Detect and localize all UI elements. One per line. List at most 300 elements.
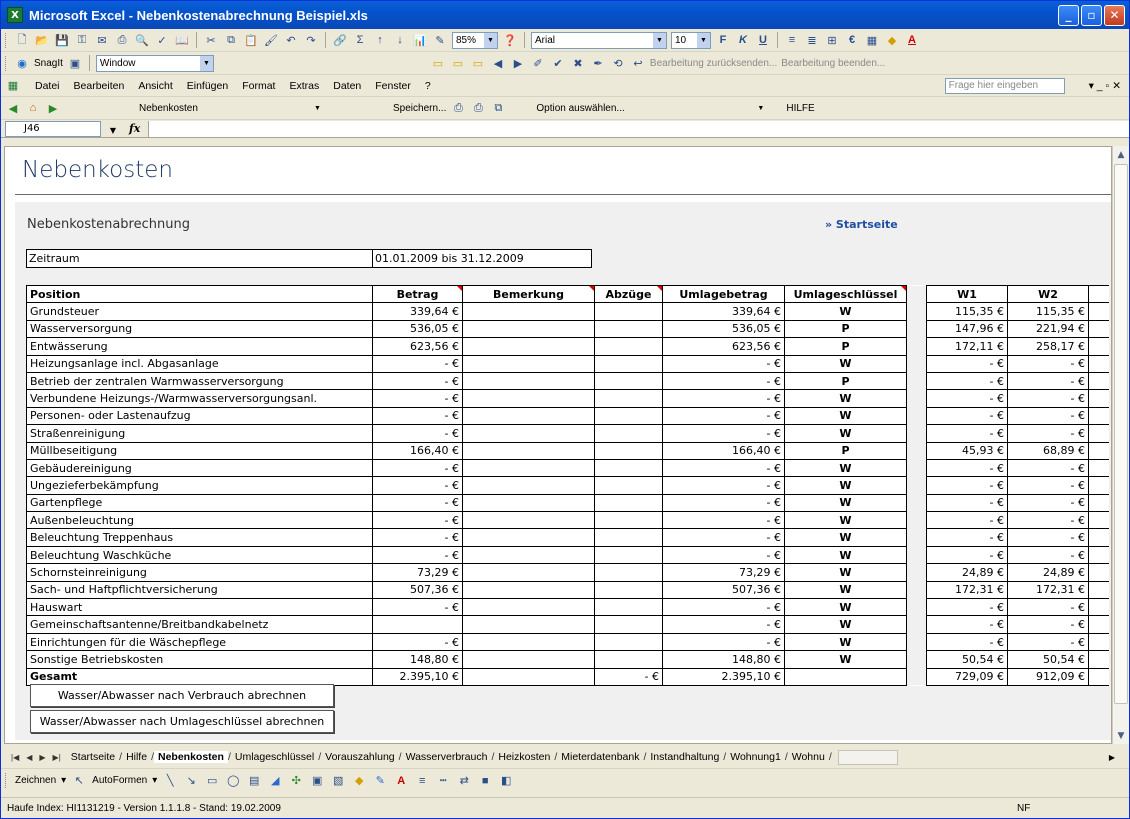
redo-icon[interactable]: ↷	[306, 34, 316, 47]
cell-abzuege[interactable]	[595, 651, 663, 668]
menu-extras[interactable]: Extras	[289, 79, 320, 92]
cell-umlagebetrag[interactable]: 73,29 €	[663, 564, 785, 581]
cell-umlagebetrag[interactable]: 166,40 €	[663, 442, 785, 459]
cell-betrag[interactable]: - €	[373, 529, 463, 546]
cell-abzuege[interactable]	[595, 529, 663, 546]
comment-indicator[interactable]	[901, 286, 906, 291]
cell-umlageschluessel[interactable]: W	[785, 599, 907, 616]
verbrauch-abrechnen-button[interactable]: Wasser/Abwasser nach Verbrauch abrechnen	[30, 684, 334, 707]
cell-betrag[interactable]: - €	[373, 599, 463, 616]
wordart-icon[interactable]: ◢	[271, 775, 280, 787]
line-icon[interactable]: ╲	[166, 775, 174, 787]
cell-w3-partial[interactable]	[1089, 668, 1109, 685]
copy-icon[interactable]: ⧉	[494, 101, 503, 114]
cell-bemerkung[interactable]	[463, 581, 595, 598]
workbook-icon[interactable]: ▦	[7, 80, 19, 92]
email-icon[interactable]: ✉	[97, 34, 107, 47]
print-icon[interactable]: ⎙	[117, 33, 127, 46]
picture-icon[interactable]: ▧	[333, 775, 344, 787]
cell-position[interactable]: Außenbeleuchtung	[27, 512, 373, 529]
cell-betrag[interactable]: - €	[373, 390, 463, 407]
help-button[interactable]: HILFE	[786, 102, 815, 114]
cell-bemerkung[interactable]	[463, 459, 595, 476]
cell-umlagebetrag[interactable]: 536,05 €	[663, 320, 785, 337]
cell-position[interactable]: Personen- oder Lastenaufzug	[27, 407, 373, 424]
capture-icon[interactable]: ▣	[69, 57, 81, 70]
track-changes-icon[interactable]: ✐	[533, 57, 543, 70]
review-cycle-icon[interactable]: ⟲	[613, 57, 623, 70]
cell-bemerkung[interactable]	[463, 442, 595, 459]
next-tab-icon[interactable]: ▶	[39, 752, 46, 762]
comment-indicator[interactable]	[457, 286, 462, 291]
scroll-up-icon[interactable]: ▲	[1117, 149, 1125, 160]
permission-icon[interactable]: ⚿	[77, 33, 87, 46]
cell-betrag[interactable]: - €	[373, 512, 463, 529]
toolbar-grip[interactable]	[5, 773, 8, 788]
cell-bemerkung[interactable]	[463, 651, 595, 668]
cell-w3-partial[interactable]	[1089, 425, 1109, 442]
cell-bemerkung[interactable]	[463, 355, 595, 372]
font-color-icon[interactable]: A	[397, 774, 406, 787]
cell-umlagebetrag[interactable]: 339,64 €	[663, 303, 785, 320]
first-tab-icon[interactable]: |◀	[11, 752, 20, 762]
umlageschluessel-abrechnen-button[interactable]: Wasser/Abwasser nach Umlageschlüssel abrechnen	[30, 710, 334, 733]
borders-icon[interactable]: ▦	[866, 34, 878, 47]
cell-w3-partial[interactable]	[1089, 372, 1109, 389]
cell-w1[interactable]: - €	[927, 599, 1008, 616]
cell-w2[interactable]: - €	[1008, 390, 1089, 407]
cell-umlagebetrag[interactable]: - €	[663, 529, 785, 546]
cell-abzuege[interactable]	[595, 372, 663, 389]
cell-betrag[interactable]: - €	[373, 407, 463, 424]
cell-umlagebetrag[interactable]: - €	[663, 616, 785, 633]
arrow-icon[interactable]: ↘	[186, 775, 196, 787]
cell-betrag[interactable]: - €	[373, 355, 463, 372]
cell-w1[interactable]: - €	[927, 633, 1008, 650]
chart-wizard-icon[interactable]: 📊	[413, 34, 427, 47]
cell-bemerkung[interactable]	[463, 390, 595, 407]
sort-asc-icon[interactable]: ↑	[377, 34, 383, 46]
zoom-select[interactable]	[452, 32, 498, 49]
cell-position[interactable]: Ungezieferbekämpfung	[27, 477, 373, 494]
scroll-down-icon[interactable]: ▼	[1117, 730, 1125, 741]
autoformen-menu[interactable]: AutoFormen	[92, 775, 148, 786]
function-icon[interactable]: fx	[129, 122, 141, 135]
cut-icon[interactable]: ✂	[206, 34, 216, 47]
horizontal-scrollbar[interactable]	[838, 750, 898, 765]
cell-betrag[interactable]: 507,36 €	[373, 581, 463, 598]
bold-button[interactable]: F	[719, 34, 727, 46]
cell-position[interactable]: Betrieb der zentralen Warmwasserversorgung	[27, 372, 373, 389]
total-label[interactable]: Gesamt	[27, 668, 373, 685]
cell-w3-partial[interactable]	[1089, 633, 1109, 650]
cell-abzuege[interactable]	[595, 390, 663, 407]
cell-w1[interactable]: - €	[927, 355, 1008, 372]
cell-position[interactable]: Gemeinschaftsantenne/Breitbandkabelnetz	[27, 616, 373, 633]
cell-w1[interactable]: - €	[927, 425, 1008, 442]
cell-w1[interactable]: 45,93 €	[927, 442, 1008, 459]
comment-icon[interactable]: ▭	[432, 57, 444, 70]
cell-w2[interactable]: - €	[1008, 425, 1089, 442]
cell-w2[interactable]: - €	[1008, 599, 1089, 616]
align-left-icon[interactable]: ≡	[788, 34, 796, 46]
capture-mode-select[interactable]	[96, 55, 214, 72]
scroll-right-icon[interactable]: ▶	[1108, 752, 1115, 762]
cell-abzuege[interactable]	[595, 494, 663, 511]
save-icon[interactable]: 💾	[55, 34, 69, 47]
name-box[interactable]	[5, 121, 116, 137]
last-tab-icon[interactable]: ▶|	[52, 752, 61, 762]
paste-icon[interactable]: 📋	[244, 34, 258, 47]
chevron-down-icon[interactable]: ▼	[109, 125, 116, 135]
cell-betrag[interactable]: - €	[373, 459, 463, 476]
cell-umlageschluessel[interactable]: P	[785, 338, 907, 355]
total-umlageschluessel[interactable]	[785, 668, 907, 685]
sheet-tab[interactable]: Mieterdatenbank	[561, 751, 640, 763]
cell-abzuege[interactable]	[595, 442, 663, 459]
hyperlink-icon[interactable]: 🔗	[333, 34, 347, 47]
cell-abzuege[interactable]	[595, 512, 663, 529]
sheet-tab[interactable]: Hilfe	[126, 751, 148, 763]
sheet-tab[interactable]: Wohnu	[791, 751, 825, 763]
cell-w1[interactable]: - €	[927, 390, 1008, 407]
total-umlagebetrag[interactable]: 2.395,10 €	[663, 668, 785, 685]
cell-betrag[interactable]: - €	[373, 477, 463, 494]
sheet-tab[interactable]: Instandhaltung	[650, 751, 720, 763]
cell-bemerkung[interactable]	[463, 546, 595, 563]
format-painter-icon[interactable]: 🖌	[264, 34, 278, 47]
total-w1[interactable]: 729,09 €	[927, 668, 1008, 685]
cell-position[interactable]: Beleuchtung Treppenhaus	[27, 529, 373, 546]
cell-abzuege[interactable]	[595, 303, 663, 320]
total-bemerkung[interactable]	[463, 668, 595, 685]
chevron-down-icon[interactable]: ▾	[61, 775, 67, 786]
dash-style-icon[interactable]: ┅	[439, 775, 447, 787]
cell-betrag[interactable]: 536,05 €	[373, 320, 463, 337]
cell-w2[interactable]: - €	[1008, 477, 1089, 494]
cell-bemerkung[interactable]	[463, 529, 595, 546]
cell-abzuege[interactable]	[595, 633, 663, 650]
cell-w3-partial[interactable]	[1089, 512, 1109, 529]
cell-abzuege[interactable]	[595, 599, 663, 616]
cell-position[interactable]: Schornsteinreinigung	[27, 564, 373, 581]
total-abzuege[interactable]: - €	[595, 668, 663, 685]
print-preview-icon[interactable]: 🔍	[135, 34, 149, 47]
textbox-icon[interactable]: ▤	[249, 775, 260, 787]
ink-icon[interactable]: ✒	[593, 57, 603, 70]
cell-bemerkung[interactable]	[463, 425, 595, 442]
cell-umlageschluessel[interactable]: W	[785, 425, 907, 442]
open-icon[interactable]: 📂	[35, 34, 49, 47]
toolbar-grip[interactable]	[5, 33, 8, 48]
font-size-select[interactable]	[671, 32, 711, 49]
cell-w2[interactable]: - €	[1008, 407, 1089, 424]
menu-bearbeiten[interactable]: Bearbeiten	[73, 79, 125, 92]
cell-abzuege[interactable]	[595, 320, 663, 337]
cell-abzuege[interactable]	[595, 616, 663, 633]
cell-w1[interactable]: - €	[927, 512, 1008, 529]
cell-w1[interactable]: - €	[927, 477, 1008, 494]
cell-umlageschluessel[interactable]: P	[785, 320, 907, 337]
accept-icon[interactable]: ✔	[553, 57, 563, 70]
cell-w2[interactable]: 24,89 €	[1008, 564, 1089, 581]
menu-daten[interactable]: Daten	[333, 79, 362, 92]
spelling-icon[interactable]: ✓	[157, 34, 167, 47]
cell-w1[interactable]: 50,54 €	[927, 651, 1008, 668]
cell-position[interactable]: Gartenpflege	[27, 494, 373, 511]
fill-color-icon[interactable]: ◆	[355, 775, 364, 787]
sheet-tab[interactable]: Wasserverbrauch	[405, 751, 488, 763]
cell-w2[interactable]: - €	[1008, 546, 1089, 563]
cell-position[interactable]: Grundsteuer	[27, 303, 373, 320]
cell-umlageschluessel[interactable]: W	[785, 407, 907, 424]
cell-position[interactable]: Entwässerung	[27, 338, 373, 355]
cell-umlagebetrag[interactable]: 148,80 €	[663, 651, 785, 668]
undo-icon[interactable]: ↶	[286, 34, 296, 47]
cell-abzuege[interactable]	[595, 546, 663, 563]
cell-position[interactable]: Einrichtungen für die Wäschepflege	[27, 633, 373, 650]
cell-bemerkung[interactable]	[463, 564, 595, 581]
cell-w1[interactable]: - €	[927, 616, 1008, 633]
cell-bemerkung[interactable]	[463, 512, 595, 529]
cell-w2[interactable]: - €	[1008, 512, 1089, 529]
print-icon[interactable]: ⎙	[453, 101, 463, 114]
menu-ansicht[interactable]: Ansicht	[138, 79, 173, 92]
cell-umlagebetrag[interactable]: - €	[663, 372, 785, 389]
cell-bemerkung[interactable]	[463, 477, 595, 494]
cell-bemerkung[interactable]	[463, 494, 595, 511]
cell-umlageschluessel[interactable]: W	[785, 633, 907, 650]
cell-w1[interactable]: 24,89 €	[927, 564, 1008, 581]
cell-w3-partial[interactable]	[1089, 616, 1109, 633]
ask-question-input[interactable]: Frage hier eingeben	[945, 78, 1065, 94]
vertical-scrollbar[interactable]	[1112, 146, 1129, 744]
sort-desc-icon[interactable]: ↓	[397, 34, 403, 46]
line-color-icon[interactable]: ✎	[375, 775, 385, 787]
cell-umlageschluessel[interactable]: W	[785, 564, 907, 581]
cell-umlagebetrag[interactable]: - €	[663, 546, 785, 563]
zeichnen-menu[interactable]: Zeichnen	[15, 775, 57, 786]
total-w2[interactable]: 912,09 €	[1008, 668, 1089, 685]
drawing-icon[interactable]: ✎	[435, 34, 445, 47]
rectangle-icon[interactable]: ▭	[207, 775, 218, 787]
option-select[interactable]	[532, 100, 768, 117]
cell-abzuege[interactable]	[595, 425, 663, 442]
prev-tab-icon[interactable]: ◀	[26, 752, 33, 762]
cell-abzuege[interactable]	[595, 564, 663, 581]
cell-w2[interactable]: - €	[1008, 459, 1089, 476]
cell-position[interactable]: Gebäudereinigung	[27, 459, 373, 476]
3d-icon[interactable]: ◧	[501, 775, 512, 787]
cell-betrag[interactable]	[373, 616, 463, 633]
cell-w2[interactable]: 221,94 €	[1008, 320, 1089, 337]
help-icon[interactable]: ❓	[503, 34, 517, 47]
research-icon[interactable]: 📖	[175, 34, 189, 47]
cell-betrag[interactable]: 166,40 €	[373, 442, 463, 459]
reply-icon[interactable]: ↩	[633, 57, 643, 70]
currency-button[interactable]: €	[848, 34, 856, 46]
copy-icon[interactable]: ⧉	[227, 33, 235, 46]
close-button[interactable]: ✕	[1104, 5, 1125, 26]
menu-format[interactable]: Format	[242, 79, 276, 92]
line-style-icon[interactable]: ≡	[419, 774, 426, 787]
cell-w1[interactable]: - €	[927, 546, 1008, 563]
cell-w3-partial[interactable]	[1089, 407, 1109, 424]
next-comment-icon[interactable]: ▶	[513, 57, 523, 70]
cell-bemerkung[interactable]	[463, 599, 595, 616]
comment-indicator[interactable]	[657, 286, 662, 291]
cell-position[interactable]: Sonstige Betriebskosten	[27, 651, 373, 668]
align-center-icon[interactable]: ≣	[807, 34, 817, 47]
zeitraum-value[interactable]: 01.01.2009 bis 31.12.2009	[375, 252, 524, 265]
cell-betrag[interactable]: 148,80 €	[373, 651, 463, 668]
menu-datei[interactable]: Datei	[35, 79, 60, 92]
cell-w3-partial[interactable]	[1089, 651, 1109, 668]
cell-w1[interactable]: 172,11 €	[927, 338, 1008, 355]
cell-w2[interactable]: - €	[1008, 494, 1089, 511]
formula-input[interactable]	[148, 121, 1129, 137]
cell-w3-partial[interactable]	[1089, 494, 1109, 511]
cell-w2[interactable]: 115,35 €	[1008, 303, 1089, 320]
menu-einfuegen[interactable]: Einfügen	[186, 79, 229, 92]
save-menu-button[interactable]: Speichern...	[393, 102, 447, 114]
cell-umlagebetrag[interactable]: - €	[663, 355, 785, 372]
cell-w1[interactable]: 115,35 €	[927, 303, 1008, 320]
cell-w3-partial[interactable]	[1089, 442, 1109, 459]
cell-umlageschluessel[interactable]: W	[785, 390, 907, 407]
cell-umlagebetrag[interactable]: 623,56 €	[663, 338, 785, 355]
toolbar-grip[interactable]	[5, 56, 8, 71]
end-review-button[interactable]: Bearbeitung beenden...	[781, 57, 886, 69]
cell-position[interactable]: Beleuchtung Waschküche	[27, 546, 373, 563]
cell-umlageschluessel[interactable]: W	[785, 546, 907, 563]
excel-app-icon[interactable]: X	[7, 7, 23, 23]
cell-bemerkung[interactable]	[463, 407, 595, 424]
autosum-icon[interactable]: Σ	[356, 34, 364, 46]
prev-comment-icon[interactable]: ◀	[493, 57, 503, 70]
menu-fenster[interactable]: Fenster	[375, 79, 411, 92]
cell-w2[interactable]: 50,54 €	[1008, 651, 1089, 668]
font-select[interactable]	[531, 32, 667, 49]
cell-w3-partial[interactable]	[1089, 355, 1109, 372]
cell-w3-partial[interactable]	[1089, 546, 1109, 563]
cell-w3-partial[interactable]	[1089, 390, 1109, 407]
cell-abzuege[interactable]	[595, 407, 663, 424]
cell-umlageschluessel[interactable]: W	[785, 581, 907, 598]
cell-w3-partial[interactable]	[1089, 581, 1109, 598]
snagit-icon[interactable]: ◉	[17, 57, 27, 70]
cell-position[interactable]: Hauswart	[27, 599, 373, 616]
cell-betrag[interactable]: - €	[373, 372, 463, 389]
sheet-tab[interactable]: Wohnung1	[730, 751, 781, 763]
window-controls[interactable]: ▾ _ ▫ ✕	[1088, 79, 1121, 92]
cell-w1[interactable]: - €	[927, 459, 1008, 476]
cell-abzuege[interactable]	[595, 477, 663, 494]
cell-umlageschluessel[interactable]: W	[785, 529, 907, 546]
cell-position[interactable]: Straßenreinigung	[27, 425, 373, 442]
cell-w3-partial[interactable]	[1089, 338, 1109, 355]
oval-icon[interactable]: ◯	[227, 775, 240, 787]
cell-bemerkung[interactable]	[463, 633, 595, 650]
scroll-thumb[interactable]	[1114, 164, 1128, 704]
cell-w3-partial[interactable]	[1089, 303, 1109, 320]
cell-w2[interactable]: 258,17 €	[1008, 338, 1089, 355]
cell-w3-partial[interactable]	[1089, 564, 1109, 581]
cell-umlagebetrag[interactable]: - €	[663, 494, 785, 511]
font-color-icon[interactable]: A	[908, 34, 916, 46]
startseite-link[interactable]: » Startseite	[825, 218, 898, 231]
cell-betrag[interactable]: - €	[373, 494, 463, 511]
cell-betrag[interactable]: 623,56 €	[373, 338, 463, 355]
cell-abzuege[interactable]	[595, 459, 663, 476]
cell-betrag[interactable]: - €	[373, 633, 463, 650]
cell-position[interactable]: Verbundene Heizungs-/Warmwasserversorgungsanl.	[27, 390, 373, 407]
cell-umlageschluessel[interactable]: P	[785, 372, 907, 389]
cell-umlageschluessel[interactable]: W	[785, 303, 907, 320]
cell-umlageschluessel[interactable]: W	[785, 355, 907, 372]
cell-abzuege[interactable]	[595, 355, 663, 372]
cell-w2[interactable]: - €	[1008, 616, 1089, 633]
cell-w2[interactable]: - €	[1008, 633, 1089, 650]
total-betrag[interactable]: 2.395,10 €	[373, 668, 463, 685]
fill-color-icon[interactable]: ◆	[887, 34, 897, 47]
home-icon[interactable]: ⌂	[29, 102, 37, 114]
cell-w1[interactable]: - €	[927, 372, 1008, 389]
italic-button[interactable]: K	[739, 34, 747, 46]
cell-bemerkung[interactable]	[463, 303, 595, 320]
sheet-select[interactable]	[135, 100, 325, 117]
sheet-tab[interactable]: Vorauszahlung	[325, 751, 395, 763]
cell-umlageschluessel[interactable]: W	[785, 512, 907, 529]
show-comment-icon[interactable]: ▭	[452, 57, 464, 70]
cell-w2[interactable]: - €	[1008, 529, 1089, 546]
comment-indicator[interactable]	[589, 286, 594, 291]
cell-umlagebetrag[interactable]: - €	[663, 407, 785, 424]
cell-umlageschluessel[interactable]: W	[785, 477, 907, 494]
cell-umlagebetrag[interactable]: - €	[663, 633, 785, 650]
cell-umlageschluessel[interactable]: W	[785, 616, 907, 633]
chevron-down-icon[interactable]: ▾	[152, 775, 158, 786]
cell-umlageschluessel[interactable]: W	[785, 459, 907, 476]
cell-bemerkung[interactable]	[463, 616, 595, 633]
underline-button[interactable]: U	[759, 34, 767, 46]
cell-umlagebetrag[interactable]: 507,36 €	[663, 581, 785, 598]
cell-position[interactable]: Sach- und Haftpflichtversicherung	[27, 581, 373, 598]
cell-w1[interactable]: 147,96 €	[927, 320, 1008, 337]
back-icon[interactable]: ◀	[8, 102, 18, 115]
cell-umlageschluessel[interactable]: P	[785, 442, 907, 459]
cell-umlagebetrag[interactable]: - €	[663, 390, 785, 407]
cell-w3-partial[interactable]	[1089, 529, 1109, 546]
sheet-tab[interactable]: Umlageschlüssel	[234, 751, 315, 763]
cell-betrag[interactable]: 339,64 €	[373, 303, 463, 320]
cell-position[interactable]: Müllbeseitigung	[27, 442, 373, 459]
select-objects-icon[interactable]: ↖	[74, 775, 84, 787]
cell-umlagebetrag[interactable]: - €	[663, 599, 785, 616]
snagit-button[interactable]: SnagIt	[34, 57, 63, 69]
cell-bemerkung[interactable]	[463, 338, 595, 355]
cell-w3-partial[interactable]	[1089, 477, 1109, 494]
cell-w1[interactable]: - €	[927, 494, 1008, 511]
sheet-tab[interactable]: Nebenkosten	[154, 751, 228, 763]
new-icon[interactable]: 🗋	[17, 33, 27, 46]
cell-w3-partial[interactable]	[1089, 459, 1109, 476]
cell-abzuege[interactable]	[595, 338, 663, 355]
clipart-icon[interactable]: ▣	[312, 775, 323, 787]
cell-bemerkung[interactable]	[463, 372, 595, 389]
menu-help[interactable]: ?	[424, 79, 431, 92]
cell-position[interactable]: Heizungsanlage incl. Abgasanlage	[27, 355, 373, 372]
